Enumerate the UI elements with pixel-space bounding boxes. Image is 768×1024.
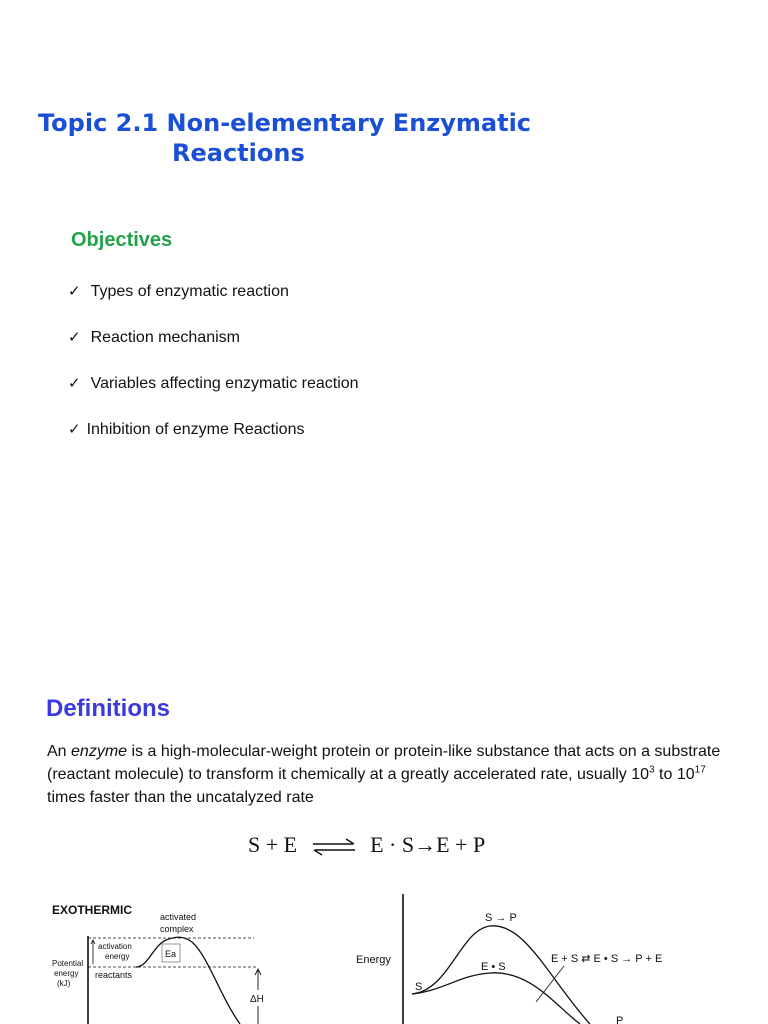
reactants-label: reactants [95,970,133,980]
activated-complex-label: complex [160,924,194,934]
potential-energy-label: (kJ) [57,979,71,988]
equilibrium-arrow-icon [311,838,357,856]
slide-title [38,108,531,168]
check-icon: ✓ [68,282,81,300]
check-icon: ✓ [68,374,81,392]
title-line-2: Reactions [172,139,305,167]
objective-item [68,326,359,372]
reaction-equation [248,832,485,858]
enzyme-term: enzyme [71,743,128,760]
objectives-list [68,280,359,464]
definitions-slide [0,650,768,1024]
enzyme-definition [47,740,737,809]
objective-item [68,280,359,326]
ea-label: Ea [165,949,177,959]
delta-h-label: ΔH [250,994,264,1005]
objective-text: Reaction mechanism [90,329,240,346]
definition-part: times faster than the uncatalyzed rate [47,789,314,806]
enzyme-complex-label: E • S [481,961,506,973]
product-label: P [616,1015,624,1024]
objectives-heading: Objectives [71,229,173,251]
activation-energy-label: energy [105,952,130,961]
potential-energy-label: energy [54,969,79,978]
title-line-1: Topic 2.1 Non-elementary Enzymatic [38,109,532,137]
objective-text: Types of enzymatic reaction [90,283,289,300]
exponent: 17 [694,764,706,776]
diagram-title: EXOTHERMIC [52,903,133,917]
check-icon: ✓ [68,328,81,346]
catalysis-energy-diagram [340,890,740,1024]
objective-text: Inhibition of enzyme Reactions [86,421,305,438]
objective-item [68,372,359,418]
check-icon: ✓ [68,420,81,438]
exponent: 3 [649,764,655,776]
definition-part: is a high-molecular-weight protein or protein-like substance that acts on a substrate (reactant molecule) to transform it chemically at a greatly accelerated rate, usually 10 [47,743,721,783]
exothermic-diagram [48,896,288,1024]
objective-text: Variables affecting enzymatic reaction [90,375,359,392]
potential-energy-label: Potential [52,959,84,968]
substrate-label: S [415,981,423,993]
definitions-heading: Definitions [46,695,170,722]
energy-axis-label: Energy [356,954,391,966]
catalyzed-label: E + S ⇄ E • S → P + E [551,953,663,965]
definition-part: An [47,743,72,760]
activated-complex-label: activated [160,912,197,922]
energy-curve [136,937,240,1024]
definition-part: to 10 [654,766,695,783]
equation-right: E · S→E + P [370,832,486,857]
leader-line [536,966,564,1002]
objective-item [68,418,359,464]
activation-energy-label: activation [98,942,132,951]
uncatalyzed-label: S → P [485,912,517,924]
equation-left: S + E [248,832,298,857]
